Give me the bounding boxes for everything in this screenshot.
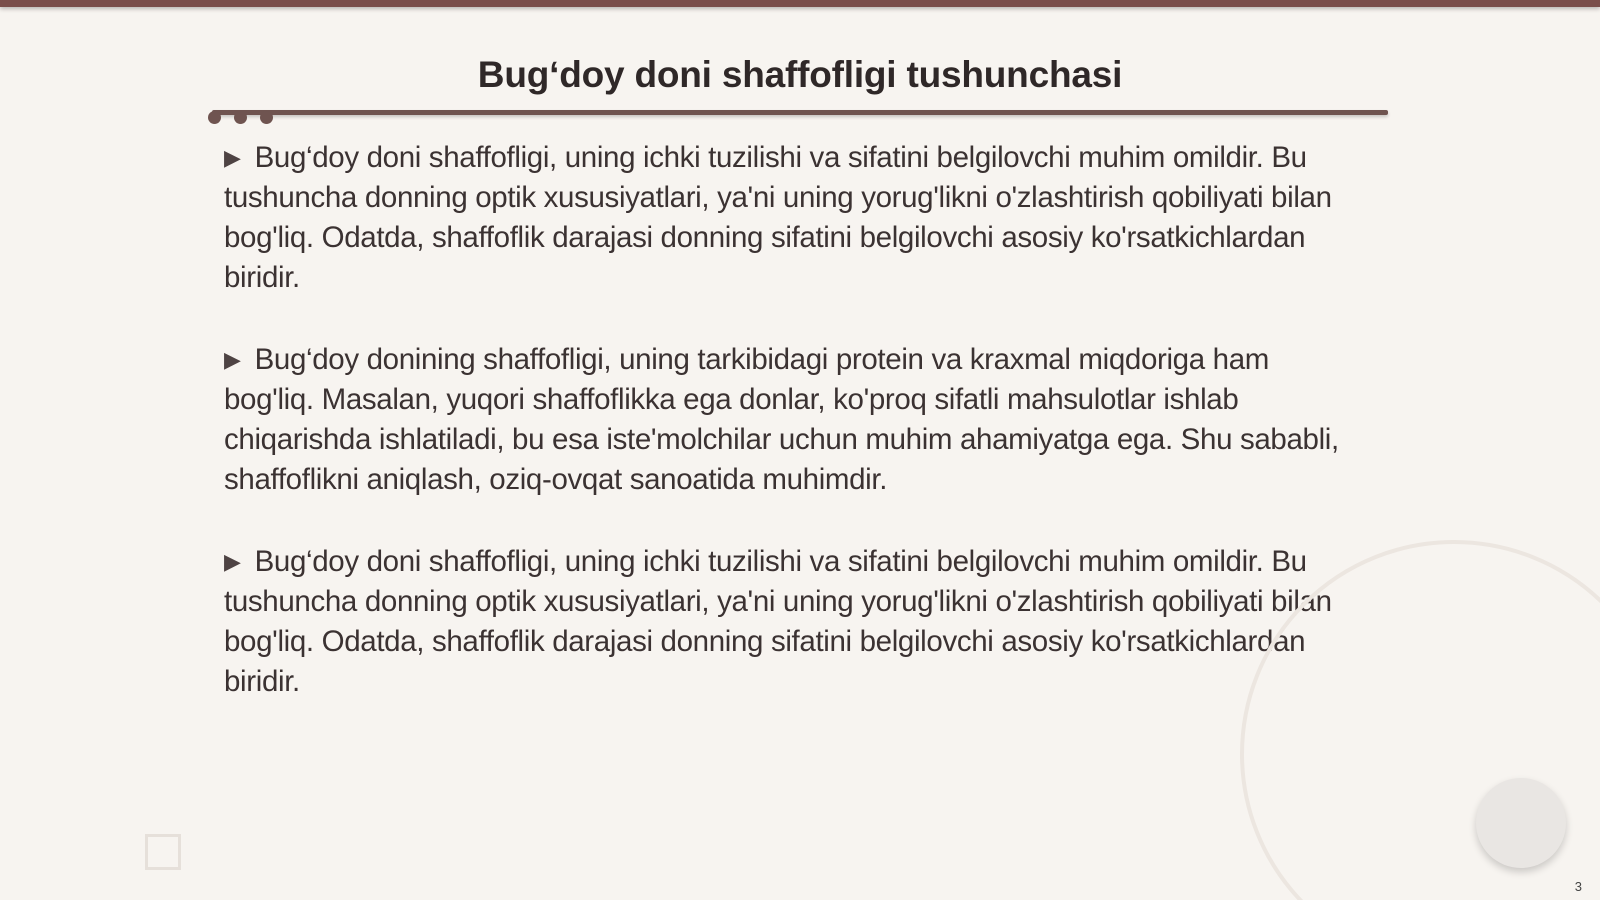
bullet-list [224,138,1360,744]
decor-disc [1476,778,1566,868]
decor-dot [260,111,273,124]
triangle-bullet-icon: ▶ [224,549,241,574]
page-number: 3 [1574,879,1582,894]
paragraph-text: Bug‘doy doni shaffofligi, uning ichki tuzilishi va sifatini belgilovchi muhim omildir. Bu tushuncha donning optik xususiyatlari, ya'ni uning yorug'likni o'zlashtirish qobiliyati bilan bog'liq. Odatda, shaffoflik darajasi donning sifatini belgilovchi asosiy ko'rsatkichlardan biridir. [224,141,1332,294]
bullet-paragraph-2 [224,340,1360,500]
paragraph-text: Bug‘doy donining shaffofligi, uning tarkibidagi protein va kraxmal miqdoriga ham bog'liq. Masalan, yuqori shaffoflikka ega donlar, ko'proq sifatli mahsulotlar ishlab chiqarishda ishlatiladi, bu esa iste'molchilar uchun muhim ahamiyatga ega. Shu sababli, shaffoflikni aniqlash, oziq-ovqat sanoatida muhimdir. [224,343,1339,496]
title-underline [212,110,1388,115]
bullet-paragraph-3 [224,542,1360,702]
decor-square [145,834,181,870]
bullet-paragraph-1 [224,138,1360,298]
triangle-bullet-icon: ▶ [224,145,241,170]
paragraph-text: Bug‘doy doni shaffofligi, uning ichki tuzilishi va sifatini belgilovchi muhim omildir. Bu tushuncha donning optik xususiyatlari, ya'ni uning yorug'likni o'zlashtirish qobiliyati bilan bog'liq. Odatda, shaffoflik darajasi donning sifatini belgilovchi asosiy ko'rsatkichlardan biridir. [224,545,1332,698]
top-accent-bar [0,0,1600,7]
decor-dot [208,111,221,124]
triangle-bullet-icon: ▶ [224,347,241,372]
slide-title: Bug‘doy doni shaffofligi tushunchasi [477,54,1123,95]
decor-dot [234,111,247,124]
